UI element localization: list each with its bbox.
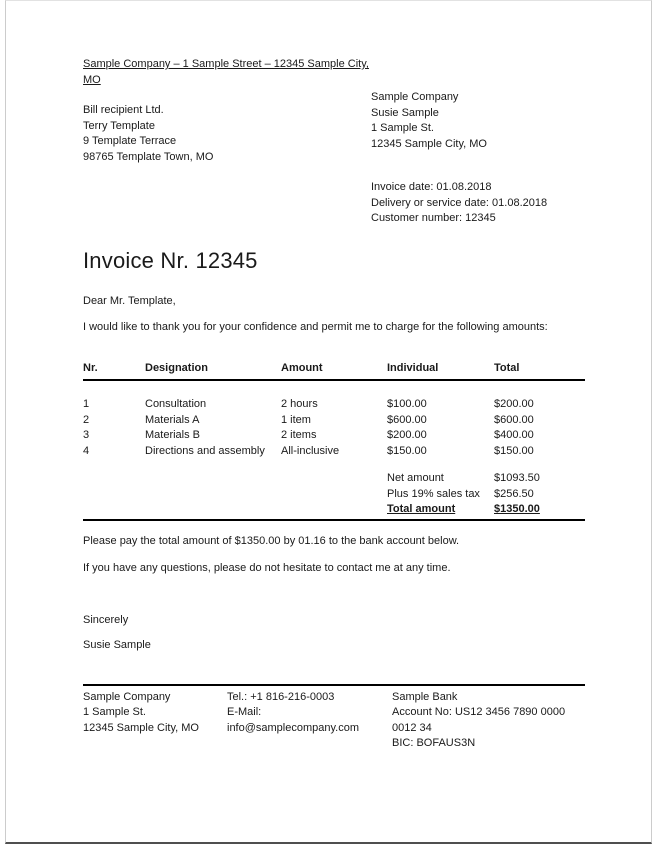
salutation: Dear Mr. Template, <box>83 294 176 307</box>
table-cell: 2 items <box>281 429 317 441</box>
table-cell: 2 hours <box>281 398 318 410</box>
table-cell: 3 <box>83 429 90 441</box>
table-cell: Materials B <box>145 429 201 441</box>
footer-column-contact <box>227 690 392 752</box>
delivery-date: Delivery or service date: 01.08.2018 <box>371 196 548 209</box>
header-cell-total: Total <box>494 361 520 374</box>
table-row <box>83 413 585 429</box>
recipient-line: Terry Template <box>83 119 155 132</box>
table-header-row <box>83 361 585 382</box>
company-line: Sample Company <box>371 91 459 103</box>
invoice-content <box>6 1 651 752</box>
table-cell: $600.00 <box>494 413 534 426</box>
sender-line-text: Sample Company – 1 Sample Street – 12345 Sample City, <box>83 58 369 70</box>
header-cell-individual: Individual <box>387 361 439 374</box>
footer-column-company <box>83 690 227 752</box>
header-cell-nr: Nr. <box>83 361 98 374</box>
totals-value: $1350.00 <box>494 503 540 515</box>
footer-column-bank <box>392 690 585 752</box>
table-cell: $400.00 <box>494 429 534 441</box>
footer-line: Tel.: +1 816-216-0003 <box>227 690 335 703</box>
footer-line: Account No: US12 3456 7890 0000 <box>392 706 566 718</box>
customer-number: Customer number: 12345 <box>371 212 496 224</box>
totals-label: Total amount <box>387 503 456 515</box>
invoice-title: Invoice Nr. 12345 <box>83 247 258 273</box>
company-line: 1 Sample St. <box>371 122 434 134</box>
totals-spacer <box>83 471 387 487</box>
footer-line: Sample Company <box>83 690 171 703</box>
recipient-address <box>83 103 371 165</box>
table-row <box>83 444 585 460</box>
totals-value: $1093.50 <box>494 472 540 484</box>
table-cell: All-inclusive <box>281 444 340 457</box>
table-row <box>83 428 585 444</box>
footer-line: 0012 34 <box>392 721 432 734</box>
footer-line: 1 Sample St. <box>83 706 146 718</box>
footer <box>83 684 585 752</box>
totals-label: Plus 19% sales tax <box>387 487 480 500</box>
totals-section <box>83 471 585 518</box>
company-line: 12345 Sample City, MO <box>371 137 487 150</box>
table-cell: 4 <box>83 444 90 457</box>
table-cell: $200.00 <box>494 398 534 410</box>
company-line: Susie Sample <box>371 106 439 119</box>
signature: Susie Sample <box>83 639 151 651</box>
table-body <box>83 381 585 459</box>
footer-line: E-Mail: <box>227 706 262 718</box>
invoice-table <box>83 361 585 521</box>
table-cell: Directions and assembly <box>145 444 265 457</box>
payment-note: Please pay the total amount of $1350.00 by 01.16 to the bank account below. <box>83 534 460 547</box>
table-cell: Materials A <box>145 413 200 426</box>
sender-line-text: MO <box>83 74 101 86</box>
table-cell: $600.00 <box>387 413 427 426</box>
footer-line: Sample Bank <box>392 690 458 703</box>
recipient-line: 9 Template Terrace <box>83 135 177 147</box>
invoice-meta <box>371 180 591 227</box>
header-cell-amount: Amount <box>281 361 323 374</box>
footer-line: BIC: BOFAUS3N <box>392 737 476 749</box>
totals-row-total <box>83 502 585 518</box>
totals-label: Net amount <box>387 472 444 484</box>
recipient-line: Bill recipient Ltd. <box>83 104 164 116</box>
table-row <box>83 397 585 413</box>
table-cell: 1 <box>83 398 90 410</box>
footer-line: 12345 Sample City, MO <box>83 721 199 734</box>
letterhead-sender-line <box>83 56 591 88</box>
table-cell: 2 <box>83 413 90 426</box>
table-cell: $150.00 <box>387 444 427 457</box>
address-section <box>83 88 591 165</box>
table-cell: $150.00 <box>494 444 534 457</box>
recipient-line: 98765 Template Town, MO <box>83 150 214 163</box>
header-cell-designation: Designation <box>145 361 208 374</box>
invoice-date: Invoice date: 01.08.2018 <box>371 181 492 193</box>
totals-spacer <box>83 487 387 503</box>
totals-row-tax <box>83 487 585 503</box>
totals-spacer <box>83 502 387 518</box>
closing: Sincerely <box>83 613 129 626</box>
table-cell: 1 item <box>281 413 311 426</box>
invoice-page <box>5 0 652 844</box>
totals-value: $256.50 <box>494 487 534 500</box>
footer-line: info@samplecompany.com <box>227 721 360 734</box>
contact-note: If you have any questions, please do not hesitate to contact me at any time. <box>83 562 451 574</box>
table-cell: $200.00 <box>387 429 427 441</box>
table-cell: Consultation <box>145 398 207 410</box>
table-cell: $100.00 <box>387 398 427 410</box>
totals-row-net <box>83 471 585 487</box>
intro-paragraph: I would like to thank you for your confidence and permit me to charge for the following amounts: <box>83 321 548 333</box>
company-address <box>371 90 487 152</box>
